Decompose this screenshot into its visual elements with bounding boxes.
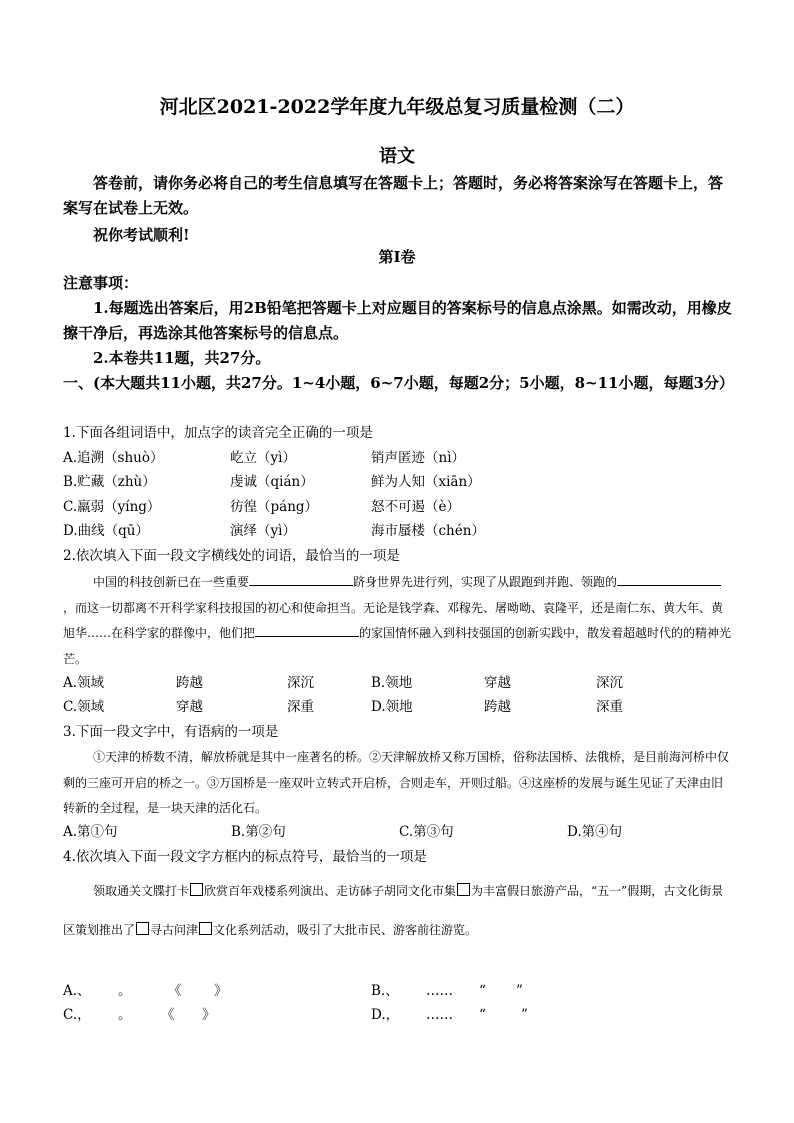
fill-blank [255, 622, 359, 637]
note-1: 1.每题选出答案后，用2B铅笔把答题卡上对应题目的答案标号的信息点涂黑。如需改动，用橡皮擦干净后，再选涂其他答案标号的信息点。 [63, 299, 732, 342]
q2-option: 跨越 [484, 699, 511, 715]
q4-text: 欣赏百年戏楼系列演出、走访砵子胡同文化市集 [204, 884, 457, 898]
q3-passage: ①天津的桥数不清，解放桥就是其中一座著名的桥。②天津解放桥又称万国桥，俗称法国桥、法俄桥，是目前海河桥中仅剩的三座可开启的桥之一。③万国桥是一座双叶立转式开启桥，合则走车，开则过船。④这座桥的发展与诞生见证了天津由旧转新的全过程，是一块天津的活化石。 [63, 750, 730, 815]
punctuation-box [136, 922, 149, 935]
q2-option: A.领域 [63, 675, 105, 691]
q4-passage [63, 872, 733, 950]
q2-option: 深重 [287, 699, 314, 715]
q2-option: C.领域 [63, 699, 105, 715]
q3-stem: 3.下面一段文字中，有语病的一项是 [63, 724, 279, 740]
q4-option: C.， [63, 1007, 91, 1023]
q4-option: 《 [168, 983, 182, 999]
q2-stem: 2.依次填入下面一段文字横线处的词语，最恰当的一项是 [63, 548, 400, 564]
q4-option: 。 [118, 1007, 132, 1023]
q2-option: 深重 [596, 699, 623, 715]
q4-option: A.、 [63, 983, 91, 999]
volume-title: 第Ⅰ卷 [378, 248, 416, 266]
q3-option: A.第①句 [63, 824, 118, 840]
q4-stem: 4.依次填入下面一段文字方框内的标点符号，最恰当的一项是 [63, 849, 427, 865]
q1-option: D.曲线（qū） [63, 523, 149, 539]
q4-text: 为丰富假日旅游产品，“五一”假期，古文化街景区策划推出了 [63, 884, 724, 937]
q3-option: B.第②句 [231, 824, 286, 840]
q2-option: 穿越 [484, 675, 511, 691]
q2-text: 的家国情怀融入到科技强国的创新实践中，散发着超越时代的的精神光芒。 [63, 626, 732, 666]
q4-option: “ [479, 983, 486, 999]
fill-blank [249, 571, 353, 586]
q2-text: ，而这一切都离不开科学家科技报国的初心和使命担当。无论是钱学森、邓稼先、屠呦呦、袁隆平，还是南仁东、黄大年、黄旭华……在科学家的群像中，他们把 [63, 600, 724, 640]
q4-option: ” [521, 1007, 528, 1023]
q1-option: B.贮藏（zhù） [63, 474, 156, 490]
section-heading: 一、(本大题共11小题，共27分。1~4小题，6~7小题，每题2分；5小题，8~11小题，每题3分） [63, 374, 734, 392]
punctuation-box [199, 922, 212, 935]
intro-instruction: 答卷前，请你务必将自己的考生信息填写在答题卡上；答题时，务必将答案涂写在答题卡上，答案写在试卷上无效。 [63, 174, 724, 217]
q1-option: 销声匿迹（nì） [371, 450, 466, 466]
q4-text: 领取通关文牒打卡 [93, 884, 190, 898]
q2-option: D.领地 [371, 699, 413, 715]
punctuation-box [457, 883, 470, 896]
q4-option: …… [426, 983, 453, 999]
q1-option: 演绎（yì） [230, 523, 296, 539]
q2-option: 跨越 [176, 675, 203, 691]
notes-label: 注意事项： [63, 274, 139, 292]
q4-option: D.， [371, 1007, 400, 1023]
q1-option: 屹立（yì） [230, 450, 296, 466]
q2-option: 深沉 [287, 675, 314, 691]
q4-option: 》 [202, 1007, 216, 1023]
q2-text: 跻身世界先进行列，实现了从跟跑到并跑、领跑的 [353, 575, 618, 589]
q4-option: 《 [161, 1007, 175, 1023]
subject-title: 语文 [379, 146, 415, 167]
punctuation-box [190, 883, 203, 896]
q4-option: 。 [118, 983, 132, 999]
q1-option: C.羸弱（yíng） [63, 499, 161, 515]
q3-option: D.第④句 [567, 824, 623, 840]
page-title: 河北区2021-2022学年度九年级总复习质量检测（二） [159, 96, 635, 118]
q2-option: 穿越 [176, 699, 203, 715]
q1-option: 彷徨（páng） [230, 499, 319, 515]
q2-option: 深沉 [596, 675, 623, 691]
q4-text: 文化系列活动，吸引了大批市民、游客前往游览。 [213, 923, 478, 937]
q4-option: “ [479, 1007, 486, 1023]
q2-text: 中国的科技创新已在一些重要 [93, 575, 250, 589]
q2-option: B.领地 [371, 675, 413, 691]
q1-option: 虔诚（qián） [230, 474, 314, 490]
q1-option: A.追溯（shuò） [63, 450, 164, 466]
q4-option: 》 [214, 983, 228, 999]
q4-option: …… [426, 1007, 453, 1023]
q4-option: B.、 [371, 983, 399, 999]
q1-stem: 1.下面各组词语中，加点字的读音完全正确的一项是 [63, 425, 373, 441]
q4-text: 寻古问津 [150, 923, 199, 937]
q4-option: ” [516, 983, 523, 999]
q1-option: 海市蜃楼（chén） [371, 523, 485, 539]
q1-option: 鲜为人知（xiān） [371, 474, 481, 490]
q1-option: 怒不可遏（è） [371, 499, 460, 515]
q3-option: C.第③句 [399, 824, 454, 840]
q2-passage [63, 570, 733, 672]
note-2: 2.本卷共11题，共27分。 [93, 349, 271, 367]
fill-blank [617, 571, 721, 586]
intro-wish: 祝你考试顺利! [93, 226, 190, 244]
